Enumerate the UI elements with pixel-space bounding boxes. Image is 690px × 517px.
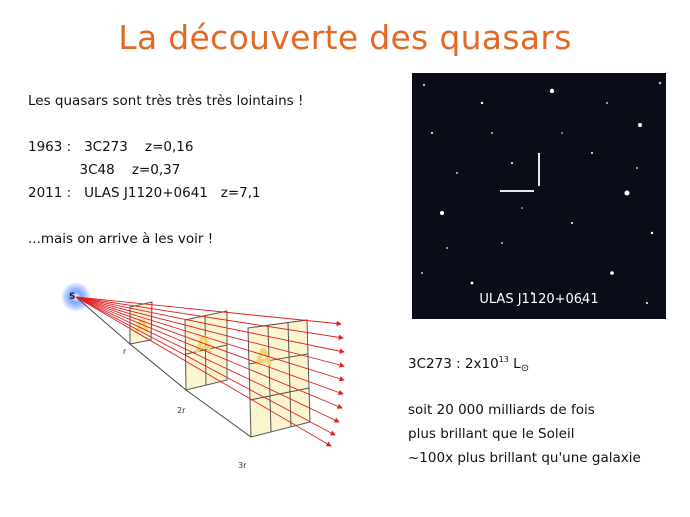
inverse-square-diagram (55, 280, 355, 470)
svg-text:A: A (195, 333, 213, 358)
label-3r: 3r (238, 461, 247, 470)
outro-text: ...mais on arrive à les voir ! (28, 231, 214, 247)
label-2r: 2r (177, 406, 186, 415)
label-r: r (123, 347, 127, 356)
luminosity-prefix: 3C273 : 2x10 (408, 356, 499, 372)
source-label: S (69, 292, 76, 302)
luminosity-exponent: 13 (498, 355, 509, 364)
comparison-line-2: plus brillant que le Soleil (408, 426, 575, 442)
sky-image (412, 73, 666, 319)
luminosity-unit: L (513, 356, 521, 372)
sky-caption: ULAS J1120+0641 (479, 292, 599, 307)
luminosity-block (408, 355, 641, 470)
row-2011: 2011 : ULAS J1120+0641 z=7,1 (28, 185, 261, 201)
row-3c48: 3C48 z=0,37 (28, 162, 181, 178)
row-1963: 1963 : 3C273 z=0,16 (28, 139, 194, 155)
svg-text:A: A (255, 346, 273, 371)
luminosity-value (408, 355, 641, 374)
quasar-list (28, 90, 303, 251)
intro-text: Les quasars sont très très très lointains ! (28, 93, 304, 109)
comparison-line-3: ~100x plus brillant qu'une galaxie (408, 450, 641, 466)
svg-text:A: A (135, 316, 149, 337)
comparison-line-1: soit 20 000 milliards de fois (408, 402, 595, 418)
star-field (412, 73, 666, 319)
sun-symbol-icon: ⊙ (520, 363, 530, 374)
slide-title: La découverte des quasars (118, 18, 572, 57)
